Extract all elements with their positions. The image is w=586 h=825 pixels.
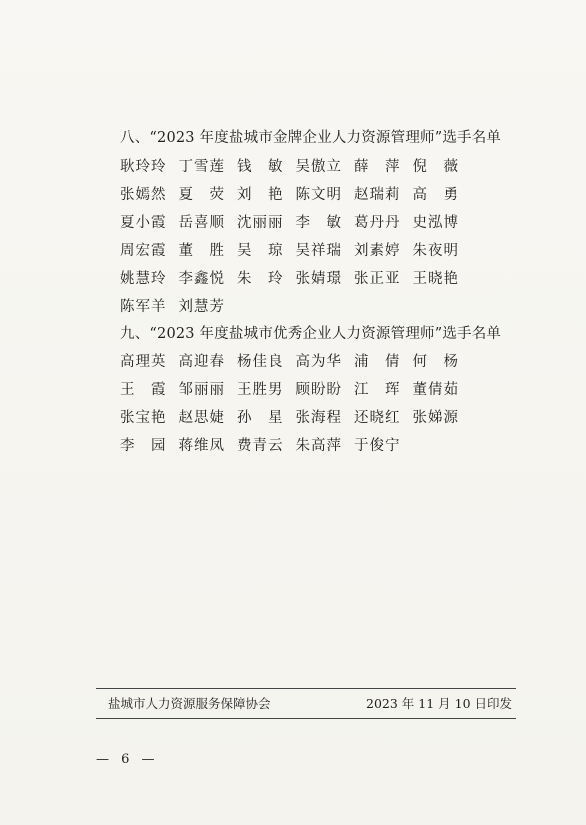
section-8-row-4 bbox=[120, 239, 471, 260]
section-8-row-6 bbox=[120, 295, 237, 316]
name: 陈文明 bbox=[295, 187, 342, 203]
name: 葛丹丹 bbox=[354, 215, 401, 231]
name: 朱 玲 bbox=[237, 271, 284, 287]
section-9-row-3 bbox=[120, 406, 471, 427]
name: 耿玲玲 bbox=[120, 159, 167, 175]
name: 陈军羊 bbox=[120, 299, 167, 315]
name: 高理英 bbox=[120, 354, 167, 370]
footer-top-rule bbox=[96, 688, 516, 689]
name: 高迎春 bbox=[178, 354, 225, 370]
name: 丁雪莲 bbox=[178, 159, 225, 175]
name: 沈丽丽 bbox=[237, 215, 284, 231]
name: 朱高萍 bbox=[295, 438, 342, 454]
section-8-row-5 bbox=[120, 267, 471, 288]
name: 江 珲 bbox=[354, 382, 401, 398]
name: 夏小霞 bbox=[120, 215, 167, 231]
section-8-heading: 八、“2023 年度盐城市金牌企业人力资源管理师”选手名单 bbox=[120, 130, 502, 146]
name: 何 杨 bbox=[412, 354, 459, 370]
name: 赵瑞莉 bbox=[354, 187, 401, 203]
footer-bottom-rule bbox=[96, 718, 516, 719]
name: 蒋维凤 bbox=[178, 438, 225, 454]
name: 姚慧玲 bbox=[120, 271, 167, 287]
name: 岳喜顺 bbox=[178, 215, 225, 231]
name: 李 园 bbox=[120, 438, 167, 454]
name: 刘慧芳 bbox=[178, 299, 225, 315]
name: 高为华 bbox=[295, 354, 342, 370]
name: 杨佳良 bbox=[237, 354, 284, 370]
name: 邹丽丽 bbox=[178, 382, 225, 398]
name: 夏 荧 bbox=[178, 187, 225, 203]
name: 张嫣然 bbox=[120, 187, 167, 203]
name: 张宝艳 bbox=[120, 410, 167, 426]
name: 孙 星 bbox=[237, 410, 284, 426]
name: 还晓红 bbox=[354, 410, 401, 426]
name: 倪 薇 bbox=[412, 159, 459, 175]
section-9-row-4 bbox=[120, 434, 413, 455]
name: 王胜男 bbox=[237, 382, 284, 398]
name: 董 胜 bbox=[178, 243, 225, 259]
name: 张婧璟 bbox=[295, 271, 342, 287]
name: 吴祥瑞 bbox=[295, 243, 342, 259]
name: 周宏霞 bbox=[120, 243, 167, 259]
name: 刘素婷 bbox=[354, 243, 401, 259]
name: 薛 萍 bbox=[354, 159, 401, 175]
name: 董倩茹 bbox=[412, 382, 459, 398]
footer-issuer: 盐城市人力资源服务保障协会 bbox=[108, 696, 271, 711]
section-9-row-2 bbox=[120, 378, 471, 399]
name: 吴 琼 bbox=[237, 243, 284, 259]
name: 朱夜明 bbox=[412, 243, 459, 259]
name: 张娣源 bbox=[412, 410, 459, 426]
name: 史泓博 bbox=[412, 215, 459, 231]
name: 费青云 bbox=[237, 438, 284, 454]
section-9-heading: 九、“2023 年度盐城市优秀企业人力资源管理师”选手名单 bbox=[120, 326, 502, 342]
name: 吴傲立 bbox=[295, 159, 342, 175]
name: 李鑫悦 bbox=[178, 271, 225, 287]
footer-date: 2023 年 11 月 10 日印发 bbox=[366, 696, 512, 711]
name: 刘 艳 bbox=[237, 187, 284, 203]
name: 王 霞 bbox=[120, 382, 167, 398]
name: 李 敏 bbox=[295, 215, 342, 231]
section-9-row-1 bbox=[120, 350, 471, 371]
section-8-row-1 bbox=[120, 155, 471, 176]
name: 张正亚 bbox=[354, 271, 401, 287]
name: 高 勇 bbox=[412, 187, 459, 203]
page-number: — 6 — bbox=[96, 752, 159, 767]
section-8-row-3 bbox=[120, 211, 471, 232]
name: 赵思婕 bbox=[178, 410, 225, 426]
name: 张海程 bbox=[295, 410, 342, 426]
name: 钱 敏 bbox=[237, 159, 284, 175]
name: 王晓艳 bbox=[412, 271, 459, 287]
section-8-row-2 bbox=[120, 183, 471, 204]
name: 顾盼盼 bbox=[295, 382, 342, 398]
name: 于俊宁 bbox=[354, 438, 401, 454]
name: 浦 倩 bbox=[354, 354, 401, 370]
